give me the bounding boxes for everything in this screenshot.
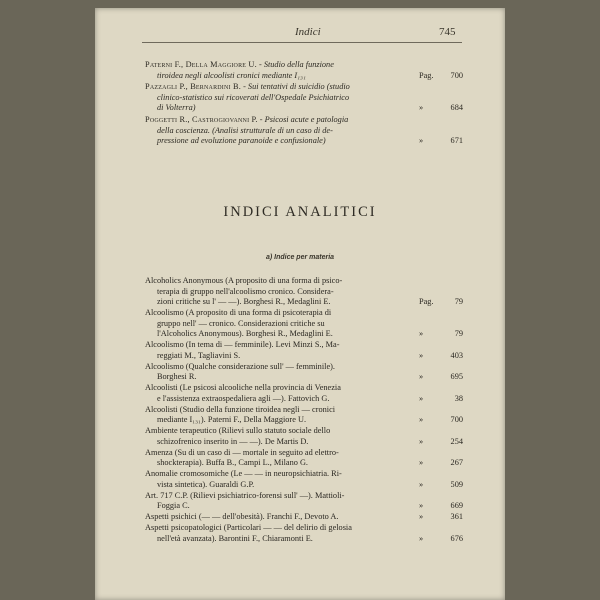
entry-text: Aspetti psicopatologici (Particolari — — del delirio di gelosia: [145, 522, 352, 532]
entry-text: clinico-statistico sui ricoverati dell'Ospedale Psichiatrico: [157, 92, 350, 102]
entry-text: tiroidea negli alcoolisti cronici mediante I₁₃₁: [157, 70, 306, 80]
page-value: 254: [450, 436, 463, 446]
page-value: 509: [450, 479, 463, 489]
entry-page-ref: [419, 297, 463, 308]
entry-text: nell'età avanzata). Barontini F., Chiaramonti E.: [157, 533, 313, 543]
entry-text: Alcoolisti (Studio della funzione tiroidea negli — cronici: [145, 404, 336, 414]
page-label: »: [419, 501, 424, 511]
entry-text: schizofrenico inserito in — —). De Martis D.: [157, 436, 309, 446]
entry-text: l'Alcoholics Anonymous). Borghesi R., Medaglini E.: [157, 329, 333, 339]
page-value: 79: [454, 297, 463, 307]
page-label: »: [419, 329, 424, 339]
entry-text: zioni critiche su l' — —). Borghesi R., Medaglini E.: [157, 297, 331, 307]
entry-author: Paterni F., Della Maggiore U.: [145, 60, 257, 69]
entry-text: vista sintetica). Guaraldi G.P.: [157, 479, 255, 489]
page-label: »: [419, 512, 424, 522]
page-value: 671: [450, 136, 463, 146]
page-label: »: [419, 415, 424, 425]
entry-text: Alcoolismo (A proposito di una forma di psicoterapia di: [145, 308, 332, 318]
entry-page-ref: [419, 372, 463, 383]
entry-text: - Sui tentativi di suicidio (studio: [243, 82, 350, 91]
entry-text: shockterapia). Buffa B., Campi L., Milano G.: [157, 458, 309, 468]
index-entry: [145, 308, 463, 340]
entry-text: terapia di gruppo nell'alcoolismo cronico. Considera-: [157, 286, 334, 296]
page-label: »: [419, 350, 424, 360]
entry-page-ref: [419, 437, 463, 448]
author-entry: [145, 115, 463, 147]
entry-text: Art. 717 C.P. (Rilievi psichiatrico-forensi sull' —). Mattioli-: [145, 490, 345, 500]
entry-text: Borghesi R.: [157, 372, 197, 382]
entry-page-ref: [419, 136, 463, 147]
page-label: »: [419, 533, 424, 543]
page-value: 695: [450, 372, 463, 382]
entry-text: - Psicosi acute e patologia: [259, 115, 349, 124]
index-entry: [145, 340, 463, 361]
page-value: 267: [450, 458, 463, 468]
entry-page-ref: [419, 71, 463, 82]
header-rule: [142, 42, 462, 43]
entry-text: Aspetti psichici (— — dell'obesità). Franchi F., Devoto A.: [145, 512, 339, 522]
section-title: INDICI ANALITICI: [223, 204, 377, 220]
page-label: Pag.: [419, 297, 434, 307]
entry-text: gruppo nell' — cronico. Considerazioni critiche su: [157, 318, 325, 328]
index-entry: [145, 512, 463, 523]
entry-page-ref: [419, 394, 463, 405]
entry-text: - Studio della funzione: [258, 60, 334, 69]
page-value: 684: [450, 103, 463, 113]
index-entry: [145, 426, 463, 447]
page-value: 669: [450, 501, 463, 511]
entry-author: Pazzagli P., Bernardini B.: [145, 82, 242, 91]
entry-page-ref: [419, 534, 463, 545]
index-entry: [145, 448, 463, 469]
page-label: »: [419, 103, 424, 113]
page-label: »: [419, 372, 424, 382]
entry-text: Alcoholics Anonymous (A proposito di una forma di psico-: [145, 276, 343, 285]
entry-text: mediante I₁₃₁). Paterni F., Della Maggiore U.: [157, 415, 307, 425]
subsection-title: a) Indice per materia: [265, 254, 335, 261]
index-entry: [145, 362, 463, 383]
entry-text: Foggia C.: [157, 501, 190, 511]
entry-page-ref: [419, 351, 463, 362]
page-value: 38: [454, 393, 463, 403]
entry-text: Alcoolismo (Qualche considerazione sull' — femminile).: [145, 361, 335, 371]
index-entry: [145, 523, 463, 544]
page-label: »: [419, 458, 424, 468]
entry-page-ref: [419, 512, 463, 523]
entry-text: reggiati M., Tagliavini S.: [157, 350, 241, 360]
index-entry: [145, 491, 463, 512]
entry-text: Alcoolismo (In tema di — femminile). Levi Minzi S., Ma-: [145, 340, 340, 350]
page-label: »: [419, 436, 424, 446]
page-label: »: [419, 479, 424, 489]
index-entry: [145, 469, 463, 490]
author-entry: [145, 82, 463, 114]
entry-page-ref: [419, 458, 463, 469]
entry-text: Alcoolisti (Le psicosi alcooliche nella provincia di Venezia: [145, 383, 341, 393]
author-entry: [145, 60, 463, 81]
page-label: »: [419, 136, 424, 146]
entry-page-ref: [419, 501, 463, 512]
page-value: 79: [454, 329, 463, 339]
entry-text: Anomalie cromosomiche (Le — — in neuropsichiatria. Ri-: [145, 469, 342, 479]
entry-page-ref: [419, 103, 463, 114]
entry-text: Amenza (Su di un caso di — mortale in seguito ad elettro-: [145, 447, 339, 457]
entry-page-ref: [419, 329, 463, 340]
page-value: 361: [450, 512, 463, 522]
entry-text: e l'assistenza extraospedaliera agli —). Fattovich G.: [157, 393, 330, 403]
entry-text: pressione ad evoluzione paranoide e confusionale): [157, 136, 326, 146]
entry-text: della coscienza. (Analisi strutturale di un caso di de-: [157, 125, 333, 135]
running-header-title: Indici: [295, 26, 321, 38]
entry-author: Poggetti R., Castrogiovanni P.: [145, 115, 258, 124]
subject-index-list: [145, 276, 463, 544]
page-number: 745: [439, 26, 456, 38]
page-value: 676: [450, 533, 463, 543]
index-entry: [145, 276, 463, 308]
entry-text: di Volterra): [157, 103, 196, 113]
book-page: [95, 8, 505, 600]
running-header: [95, 26, 505, 42]
entry-page-ref: [419, 480, 463, 491]
page-value: 700: [450, 415, 463, 425]
index-entry: [145, 383, 463, 404]
entry-text: Ambiente terapeutico (Rilievi sullo statuto sociale dello: [145, 426, 331, 436]
entry-page-ref: [419, 415, 463, 426]
page-value: 403: [450, 350, 463, 360]
page-value: 700: [450, 70, 463, 80]
page-label: »: [419, 393, 424, 403]
index-entry: [145, 405, 463, 426]
page-label: Pag.: [419, 70, 434, 80]
